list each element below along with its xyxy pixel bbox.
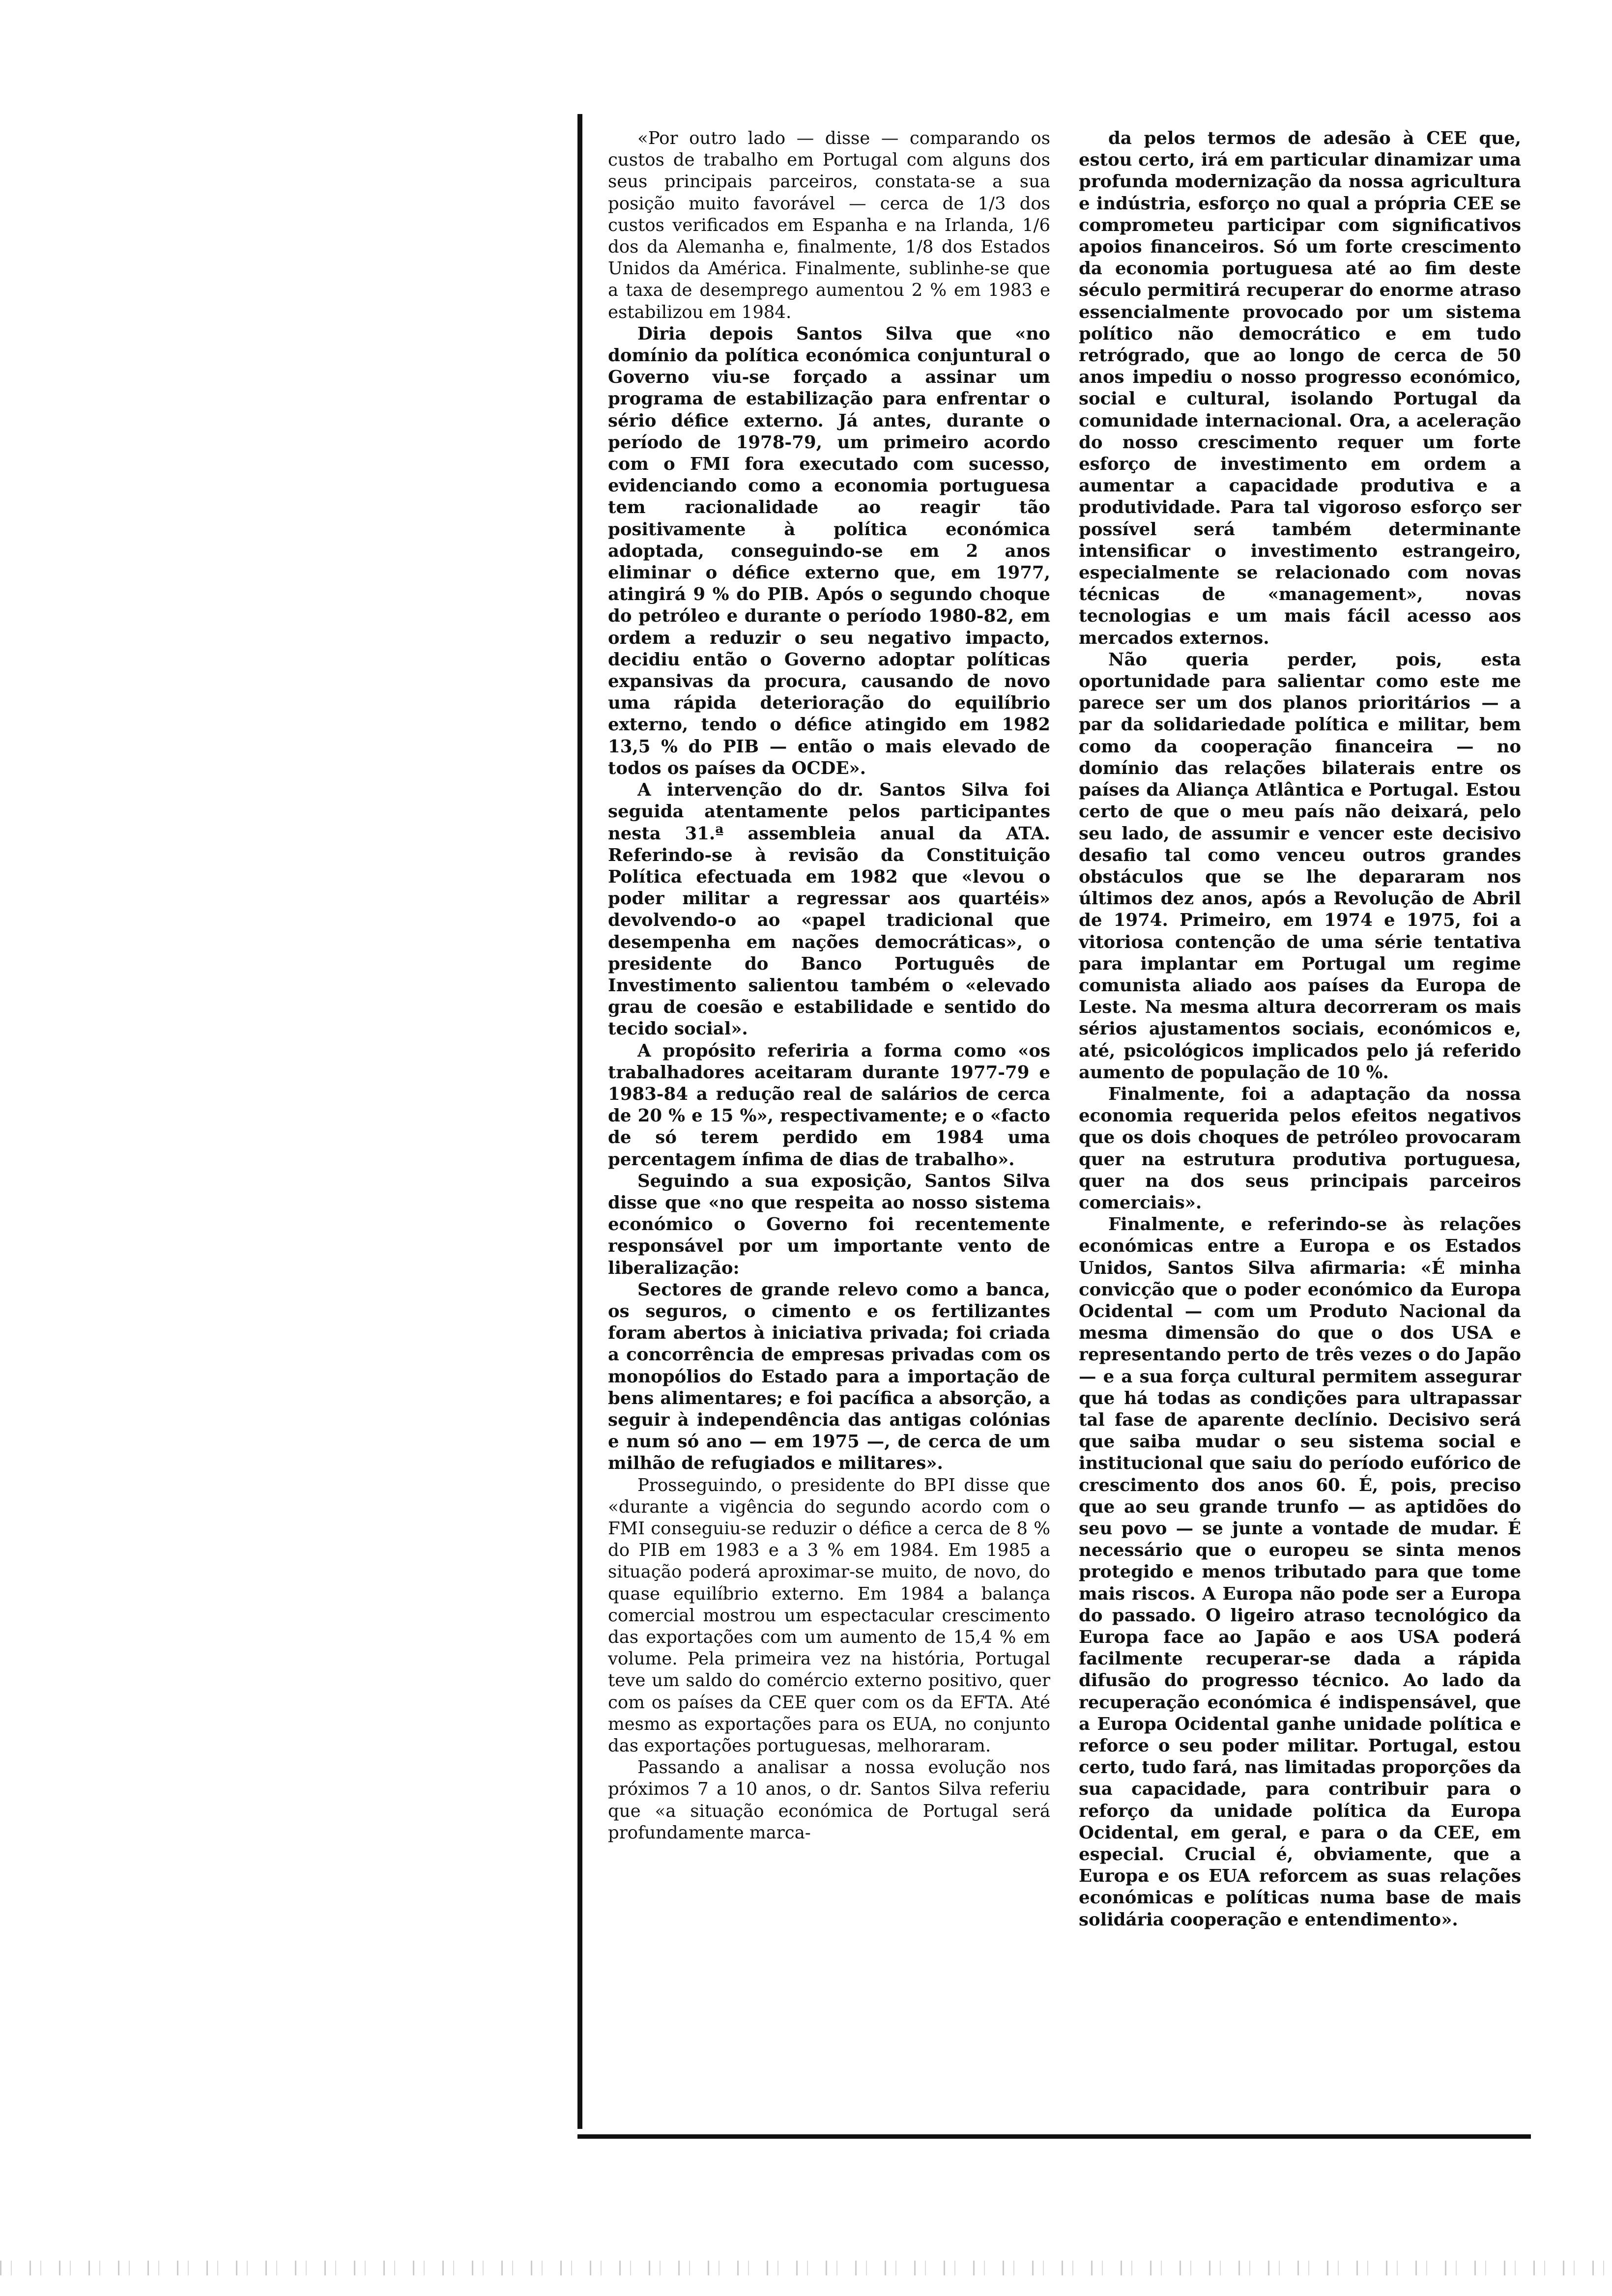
paragraph-imf-agreement: Prosseguindo, o presidente do BPI disse que «durante a vigência do segundo acordo com o FMI conseguiu-se reduzir o défice a cerca de 8 % do PIB em 1983 e a 3 % em 1984. Em 1985 a situação poderá aproximar-se muito, de novo, do quase equilíbrio externo. Em 1984 a balança comercial mostrou um espectacular crescimento das exportações com um aumento de 15,4 % em volume. Pela primeira vez na história, Portugal teve um saldo do comércio externo positivo, quer com os países da CEE quer com os da EFTA. Até mesmo as exportações para os EUA, no conjunto das exportações portuguesas, melhoraram. <box>608 1475 1050 1756</box>
paragraph-intervention: A intervenção do dr. Santos Silva foi seguida atentamente pelos participantes nesta 31.ª assembleia anual da ATA. Referindo-se à revisão da Constituição Política efectuada em 1982 que «levou o poder militar a regressar aos quartéis» devolvendo-o ao «papel tradicional que desempenha em nações democráticas», o presidente do Banco Português de Investimento salientou também o «elevado grau de coesão e estabilidade e sentido do tecido social». <box>608 780 1050 1039</box>
paragraph-adaptation: Finalmente, foi a adaptação da nossa economia requerida pelos efeitos negativos que os dois choques de petróleo provocaram quer na estrutura produtiva portuguesa, quer na dos seus principais parceiros comerciais». <box>1079 1084 1521 1213</box>
paragraph-eec-accession: da pelos termos de adesão à CEE que, estou certo, irá em particular dinamizar uma profunda modernização da nossa agricultura e indústria, esforço no qual a própria CEE se comprometeu participar com significativos apoios financeiros. Só um forte crescimento da economia portuguesa até ao fim deste século permitirá recuperar do enorme atraso essencialmente provocado por um sistema político não democrático e em tudo retrógrado, que ao longo de cerca de 50 anos impediu o nosso progresso económico, social e cultural, isolando Portugal da comunidade internacional. Ora, a aceleração do nosso crescimento requer um forte esforço de investimento em ordem a aumentar a capacidade produtiva e a produtividade. Para tal vigoroso esforço ser possível será também determinante intensificar o investimento estrangeiro, especialmente se relacionado com novas técnicas de «management», novas tecnologias e um mais fácil acesso aos mercados externos. <box>1079 128 1521 648</box>
paragraph-sectors: Sectores de grande relevo como a banca, os seguros, o cimento e os fertilizantes foram abertos à iniciativa privada; foi criada a concorrência de empresas privadas com os monopólios do Estado para a importação de bens alimentares; e foi pacífica a absorção, a seguir à independência das antigas colónias e num só ano — em 1975 —, de cerca de um milhão de refugiados e militares». <box>608 1279 1050 1474</box>
newspaper-clipping <box>577 114 1531 2139</box>
article-left-column <box>608 128 1050 1844</box>
article-right-column <box>1079 128 1521 1931</box>
bottom-border-rule <box>577 2134 1531 2139</box>
paragraph-europe-usa: Finalmente, e referindo-se às relações económicas entre a Europa e os Estados Unidos, Santos Silva afirmaria: «É minha convicção que o poder económico da Europa Ocidental — com um Produto Nacional da mesma dimensão do que o dos USA e representando perto de três vezes o do Japão — e a sua força cultural permitem assegurar que há todas as condições para ultrapassar tal fase de aparente declínio. Decisivo será que saiba mudar o seu sistema social e institucional que saiu do período eufórico de crescimento dos anos 60. É, pois, preciso que ao seu grande trunfo — as aptidões do seu povo — se junte a vontade de mudar. É necessário que o europeu se sinta menos protegido e menos tributado para que tome mais riscos. A Europa não pode ser a Europa do passado. O ligeiro atraso tecnológico da Europa face ao Japão e aos USA poderá facilmente recuperar-se dada a rápida difusão do progresso técnico. Ao lado da recuperação económica é indispensável, que a Europa Ocidental ganhe unidade política e reforce o seu poder militar. Portugal, estou certo, tudo fará, nas limitadas proporções da sua capacidade, para contribuir para o reforço da unidade política da Europa Ocidental, em geral, e para o da CEE, em especial. Crucial é, obviamente, que a Europa e os EUA reforcem as suas relações económicas e políticas numa base de mais solidária cooperação e entendimento». <box>1079 1214 1521 1930</box>
paragraph-stabilization: Diria depois Santos Silva que «no domínio da política económica conjuntural o Governo viu-se forçado a assinar um programa de estabilização para enfrentar o sério défice externo. Já antes, durante o período de 1978-79, um primeiro acordo com o FMI fora executado com sucesso, evidenciando como a economia portuguesa tem racionalidade ao reagir tão positivamente à política económica adoptada, conseguindo-se em 2 anos eliminar o défice externo que, em 1977, atingirá 9 % do PIB. Após o segundo choque do petróleo e durante o período 1980-82, em ordem a reduzir o seu negativo impacto, decidiu então o Governo adoptar políticas expansivas da procura, causando de novo uma rápida deterioração do equilíbrio externo, tendo o défice atingido em 1982 13,5 % do PIB — então o mais elevado de todos os países da OCDE». <box>608 323 1050 778</box>
paragraph-evolution: Passando a analisar a nossa evolução nos próximos 7 a 10 anos, o dr. Santos Silva referiu que «a situação económica de Portugal será profundamente marca- <box>608 1757 1050 1843</box>
paragraph-liberalization: Seguindo a sua exposição, Santos Silva disse que «no que respeita ao nosso sistema económico o Governo foi recentemente responsável por um importante vento de liberalização: <box>608 1171 1050 1278</box>
left-border-rule <box>577 114 582 2129</box>
paragraph-opportunity: Não queria perder, pois, esta oportunidade para salientar como este me parece ser um dos planos prioritários — a par da solidariedade política e militar, bem como da cooperação financeira — no domínio das relações bilaterais entre os países da Aliança Atlântica e Portugal. Estou certo de que o meu país não deixará, pelo seu lado, de assumir e vencer este decisivo desafio tal como venceu outros grandes obstáculos que se lhe depararam nos últimos dez anos, após a Revolução de Abril de 1974. Primeiro, em 1974 e 1975, foi a vitoriosa contenção de uma série tentativa para implantar em Portugal um regime comunista aliado aos países da Europa de Leste. Na mesma altura decorreram os mais sérios ajustamentos sociais, económicos e, até, psicológicos implicados pelo já referido aumento de população de 10 %. <box>1079 649 1521 1083</box>
scan-artifact-strip <box>0 2261 1612 2275</box>
paragraph-workers: A propósito referiria a forma como «os trabalhadores aceitaram durante 1977-79 e 1983-84 a redução real de salários de cerca de 20 % e 15 %», respectivamente; e o «facto de só terem perdido em 1984 uma percentagem ínfima de dias de trabalho». <box>608 1040 1050 1170</box>
paragraph-labor-costs: «Por outro lado — disse — comparando os custos de trabalho em Portugal com alguns dos seus principais parceiros, constata-se a sua posição muito favorável — cerca de 1/3 dos custos verificados em Espanha e na Irlanda, 1/6 dos da Alemanha e, finalmente, 1/8 dos Estados Unidos da América. Finalmente, sublinhe-se que a taxa de desemprego aumentou 2 % em 1983 e estabilizou em 1984. <box>608 128 1050 322</box>
